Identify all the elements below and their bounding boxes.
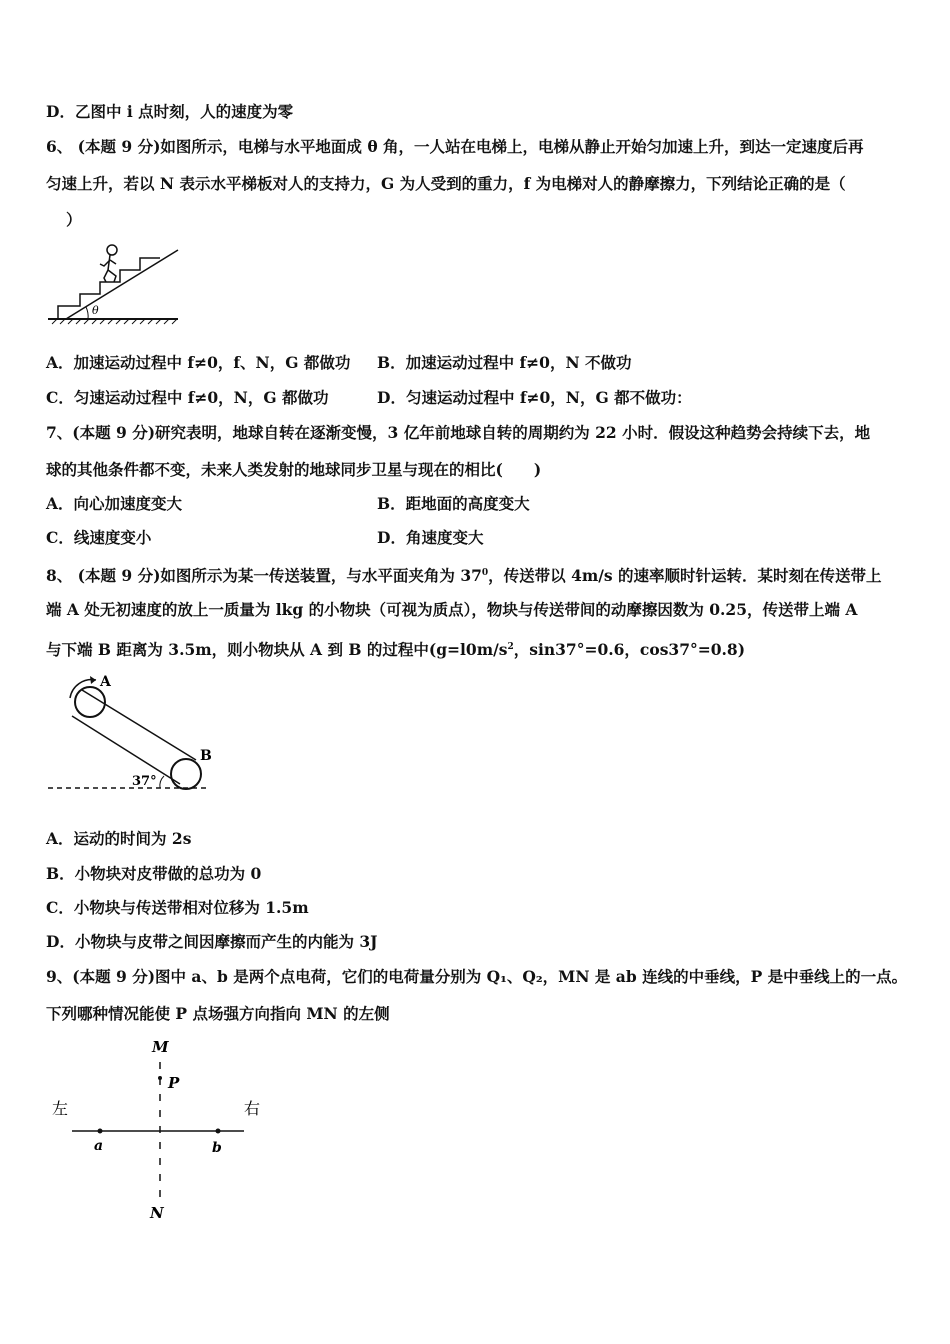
q6-text-line3: ）: [66, 210, 82, 229]
q7-option-b: B．距地面的高度变大: [377, 494, 530, 513]
q8-option-a: A．运动的时间为 2s: [46, 829, 192, 848]
label-m: M: [152, 1038, 169, 1056]
label-p: P: [168, 1074, 180, 1092]
q8-line3-a: 与下端 B 距离为 3.5m，则小物块从 A 到 B 的过程中(g=l0m/s: [46, 640, 508, 660]
escalator-figure: [44, 240, 184, 326]
label-left: 左: [52, 1099, 69, 1118]
q8-text-line2: 端 A 处无初速度的放上一质量为 lkg 的小物块（可视为质点），物块与传送带间的动摩擦因数为 0.25，传送带上端 A: [46, 600, 858, 619]
angle-label: 37°: [132, 774, 157, 789]
label-right: 右: [244, 1099, 261, 1118]
q6-text-line1: 6、 (本题 9 分)如图所示，电梯与水平地面成 θ 角，一人站在电梯上，电梯从静止开始匀加速上升，到达一定速度后再: [46, 137, 864, 156]
q8-line3-b: ，sin37°=0.6，cos37°=0.8): [513, 640, 746, 660]
q8-text-line1: [46, 563, 882, 586]
q6-option-b: B．加速运动过程中 f≠0，N 不做功: [377, 353, 632, 372]
label-b-charge: b: [212, 1140, 222, 1156]
q6-option-c: C．匀速运动过程中 f≠0，N，G 都做功: [46, 388, 329, 407]
q7-text-line2: 球的其他条件都不变，未来人类发射的地球同步卫星与现在的相比( ): [46, 460, 542, 479]
label-b: B: [200, 748, 212, 764]
label-a: A: [100, 674, 111, 690]
label-a-charge: a: [94, 1138, 104, 1154]
q7-option-d: D．角速度变大: [377, 528, 484, 547]
q7-option-a: A．向心加速度变大: [46, 494, 183, 513]
q8-line1-a: 8、 (本题 9 分)如图所示为某一传送装置，与水平面夹角为 37: [46, 566, 482, 586]
q7-option-c: C．线速度变小: [46, 528, 152, 547]
q7-text-line1: 7、(本题 9 分)研究表明，地球自转在逐渐变慢，3 亿年前地球自转的周期约为 22 小时．假设这种趋势会持续下去，地: [46, 423, 871, 442]
q8-option-d: D．小物块与皮带之间因摩擦而产生的内能为 3J: [46, 932, 378, 951]
q9-text-line2: 下列哪种情况能使 P 点场强方向指向 MN 的左侧: [46, 1004, 390, 1023]
q6-option-a: A．加速运动过程中 f≠0，f、N，G 都做功: [46, 353, 351, 372]
q5-option-d: D．乙图中 i 点时刻，人的速度为零: [46, 102, 294, 121]
q6-text-line2: 匀速上升，若以 N 表示水平梯板对人的支持力，G 为人受到的重力，f 为电梯对人的静摩擦力，下列结论正确的是（: [46, 174, 846, 193]
q9-text-line1: 9、(本题 9 分)图中 a、b 是两个点电荷，它们的电荷量分别为 Q₁、Q₂，MN 是 ab 连线的中垂线，P 是中垂线上的一点。: [46, 967, 908, 986]
q6-option-d: D．匀速运动过程中 f≠0，N，G 都不做功：: [377, 388, 692, 407]
q8-line3-sup: 2: [507, 642, 514, 652]
charges-figure: [44, 1032, 284, 1228]
theta-label: θ: [92, 304, 99, 317]
label-n: N: [150, 1204, 164, 1222]
conveyor-figure: [44, 668, 224, 796]
q8-option-b: B．小物块对皮带做的总功为 0: [46, 864, 262, 883]
q8-line1-sup: 0: [481, 568, 489, 578]
q8-line1-b: ，传送带以 4m/s 的速率顺时针运转．某时刻在传送带上: [488, 566, 882, 586]
q8-text-line3: [46, 637, 745, 660]
q8-option-c: C．小物块与传送带相对位移为 1.5m: [46, 898, 309, 917]
